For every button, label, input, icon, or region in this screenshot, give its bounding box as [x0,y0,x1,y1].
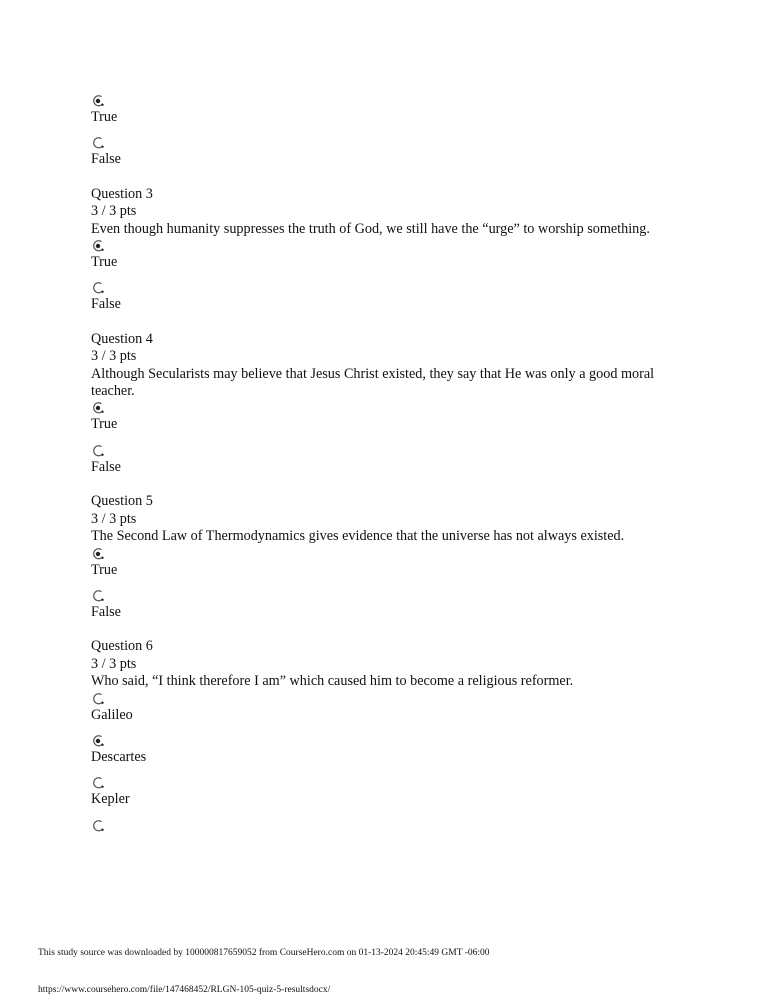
option-label: False [91,151,121,168]
question-text: Who said, “I think therefore I am” which caused him to become a religious reformer. [91,673,574,690]
option-label: False [91,296,121,313]
answer-option[interactable] [91,135,701,168]
answer-option[interactable] [91,733,701,766]
answer-option[interactable] [91,93,701,126]
question-2-options [91,93,701,169]
radio-unselected-icon[interactable] [91,443,107,459]
radio-selected-icon[interactable] [91,733,107,749]
question-text: Even though humanity suppresses the truth of God, we still have the “urge” to worship something. [91,220,650,237]
question-points: 3 / 3 pts [91,510,137,527]
radio-unselected-icon[interactable] [91,775,107,791]
option-label: False [91,603,121,620]
question-text: Although Secularists may believe that Jesus Christ existed, they say that He was only a good moral teacher. [91,365,655,400]
question-points: 3 / 3 pts [91,348,137,365]
option-label: True [91,254,118,271]
answer-option[interactable] [91,238,701,271]
question-points: 3 / 3 pts [91,655,137,672]
question-text: The Second Law of Thermodynamics gives evidence that the universe has not always existed. [91,528,625,545]
radio-selected-icon[interactable] [91,546,107,562]
question-title: Question 3 [91,185,153,202]
option-label: False [91,458,121,475]
question-3 [91,186,701,314]
radio-unselected-icon[interactable] [91,818,107,834]
answer-option[interactable] [91,280,701,313]
option-label: Descartes [91,748,147,765]
option-label: True [91,416,118,433]
question-title: Question 4 [91,330,153,347]
answer-option[interactable] [91,546,701,579]
radio-selected-icon[interactable] [91,400,107,416]
answer-option[interactable] [91,443,701,476]
question-points: 3 / 3 pts [91,203,137,220]
radio-selected-icon[interactable] [91,238,107,254]
question-6 [91,638,701,833]
radio-unselected-icon[interactable] [91,135,107,151]
option-label: Kepler [91,791,130,808]
option-label: Galileo [91,706,133,723]
answer-option[interactable] [91,775,701,808]
radio-selected-icon[interactable] [91,93,107,109]
question-5 [91,493,701,621]
option-label: True [91,561,118,578]
question-title: Question 6 [91,638,153,655]
source-url[interactable]: https://www.coursehero.com/file/147468452/RLGN-105-quiz-5-resultsdocx/ [38,985,331,995]
answer-option[interactable] [91,818,701,834]
option-label: True [91,109,118,125]
answer-option[interactable] [91,400,701,433]
question-4 [91,331,701,476]
answer-option[interactable] [91,588,701,621]
radio-unselected-icon[interactable] [91,588,107,604]
question-title: Question 5 [91,493,153,510]
answer-option[interactable] [91,691,701,724]
quiz-results [91,93,701,834]
download-notice: This study source was downloaded by 100000817659052 from CourseHero.com on 01-13-2024 20:45:49 GMT -06:00 [38,948,490,958]
radio-unselected-icon[interactable] [91,280,107,296]
radio-unselected-icon[interactable] [91,691,107,707]
